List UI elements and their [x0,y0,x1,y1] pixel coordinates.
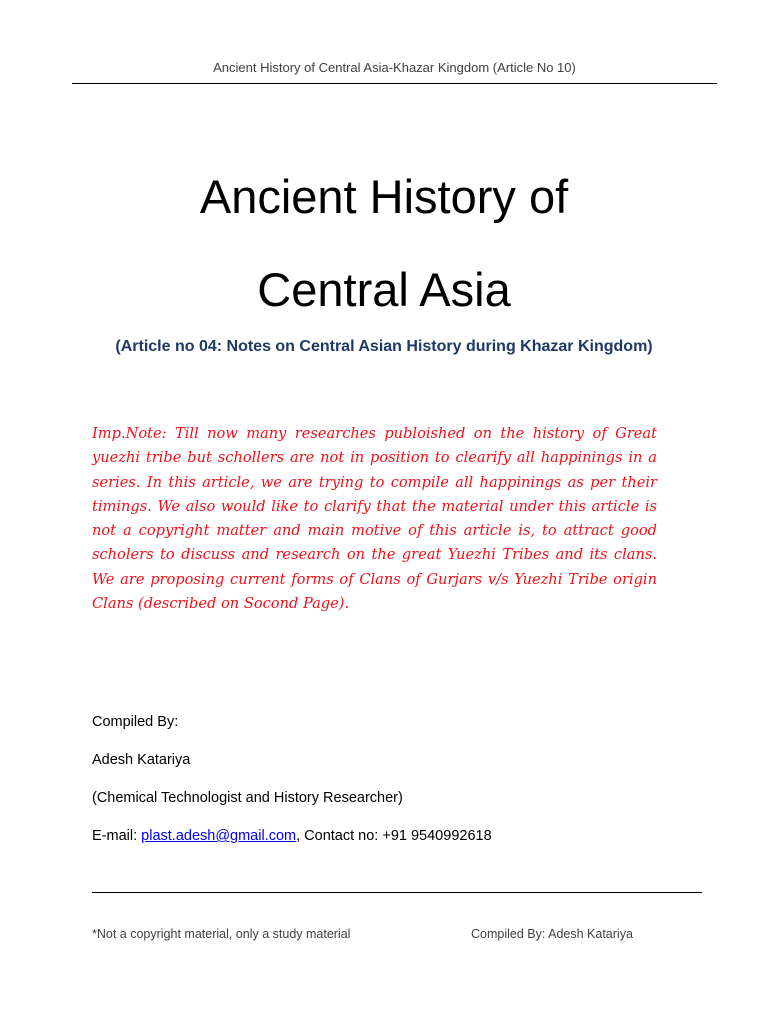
credits-block [92,712,692,864]
article-subtitle: (Article no 04: Notes on Central Asian History during Khazar Kingdom) [115,338,653,355]
footer-compiled-by: Compiled By: Adesh Katariya [471,927,633,941]
running-header: Ancient History of Central Asia-Khazar Kingdom (Article No 10) [213,60,576,75]
email-label: E-mail: [92,828,142,844]
author-name: Adesh Katariya [92,752,191,768]
footer-divider [92,892,702,893]
important-note: Imp.Note: Till now many researches publoished on the history of Great yuezhi tribe but schollers are not in position to clearify all happinings in a series. In this article, we are trying to compile all happinings as per their timings. We also would like to clarify that the material under this article is not a copyright matter and main motive of this article is, to attract good scholers to discuss and research on the great Yuezhi Tribes and its clans. We are proposing current forms of Clans of Gurjars v/s Yuezhi Tribe origin Clans (described on Socond Page). [92,425,657,613]
compiled-by-label: Compiled By: [92,714,179,730]
contact-line [92,826,692,846]
page-title-line-1: Ancient History of [199,170,569,223]
author-designation: (Chemical Technologist and History Researcher) [92,790,403,806]
page-title [60,150,708,336]
contact-number: , Contact no: +91 9540992618 [296,828,492,844]
email-link[interactable]: plast.adesh@gmail.com [141,828,297,844]
page-title-line-2: Central Asia [257,263,511,316]
header-divider [72,83,717,84]
footer-disclaimer: *Not a copyright material, only a study material [92,927,351,941]
